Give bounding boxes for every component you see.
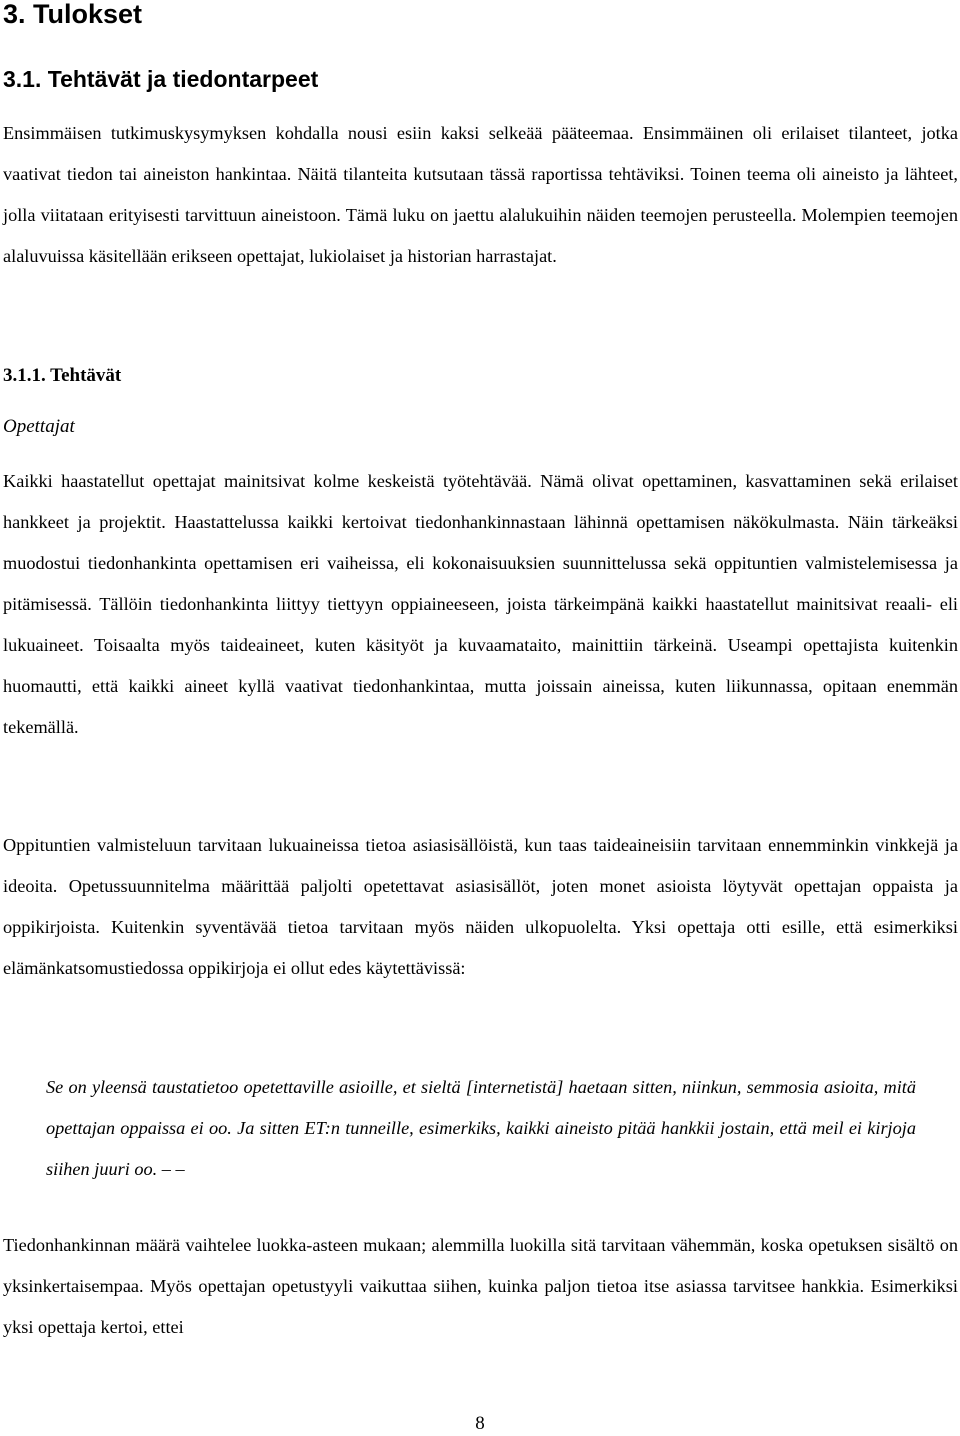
subsection-title: 3.1.1. Tehtävät	[3, 365, 122, 386]
section-title: 3.1. Tehtävät ja tiedontarpeet	[3, 66, 319, 92]
page-number: 8	[475, 1413, 485, 1434]
intro-paragraph: Ensimmäisen tutkimuskysymyksen kohdalla nousi esiin kaksi selkeää pääteemaa. Ensimmäinen oli erilaiset tilanteet, jotka vaativat tiedon tai aineiston hankintaa. Näitä tilanteita kutsutaan tässä raportissa tehtäviksi. Toinen teema oli aineisto ja lähteet, jolla viitataan erityisesti tarvittuun aineistoon. Tämä luku on jaettu alalukuihin näiden teemojen perusteella. Molempien teemojen alaluvuissa käsitellään erikseen opettajat, lukiolaiset ja historian harrastajat.	[3, 123, 958, 266]
group-label: Opettajat	[3, 416, 75, 437]
chapter-title: 3. Tulokset	[3, 0, 143, 29]
interview-quote: Se on yleensä taustatietoo opetettaville asioille, et sieltä [internetistä] haetaan sitten, niinkun, semmosia asioita, mitä opettajan oppaissa ei oo. Ja sitten ET:n tunneille, esimerkiks, kaikki aineisto pitää hankkii jostain, että meil ei kirjoja siihen juuri oo. – –	[46, 1077, 916, 1179]
body-paragraph: Kaikki haastatellut opettajat mainitsivat kolme keskeistä työtehtävää. Nämä olivat opettaminen, kasvattaminen sekä erilaiset hankkeet ja projektit. Haastattelussa kaikki kertoivat tiedonhankinnastaan lähinnä opettamisen näkökulmasta. Näin tärkeäksi muodostui tiedonhankinta opettamisen eri vaiheissa, eli kokonaisuuksien suunnittelussa sekä oppituntien valmistelemisessa ja pitämisessä. Tällöin tiedonhankinta liittyy tiettyyn oppiaineeseen, joista tärkeimpänä kaikki haastatellut mainitsivat reaali- eli lukuaineet. Toisaalta myös taideaineet, kuten käsityöt ja kuvaamataito, mainittiin tärkeinä. Useampi opettajista kuitenkin huomautti, että kaikki aineet kyllä vaativat tiedonhankintaa, mutta joissain aineissa, kuten liikunnassa, opitaan enemmän tekemällä.	[3, 471, 958, 737]
body-paragraph: Oppituntien valmisteluun tarvitaan lukuaineissa tietoa asiasisällöistä, kun taas taideaineisiin tarvitaan ennemminkin vinkkejä ja ideoita. Opetussuunnitelma määrittää paljolti opetettavat asiasisällöt, joten monet asioista löytyvät opettajan oppaista ja oppikirjoista. Kuitenkin syventävää tietoa tarvitaan myös näiden ulkopuolelta. Yksi opettaja otti esille, että esimerkiksi elämänkatsomustiedossa oppikirjoja ei ollut edes käytettävissä:	[3, 835, 958, 978]
body-paragraph: Tiedonhankinnan määrä vaihtelee luokka-asteen mukaan; alemmilla luokilla sitä tarvitaan vähemmän, koska opetuksen sisältö on yksinkertaisempaa. Myös opettajan opetustyyli vaikuttaa siihen, kuinka paljon tietoa itse asiassa tarvitsee hankkia. Esimerkiksi yksi opettaja kertoi, ettei	[3, 1235, 958, 1337]
